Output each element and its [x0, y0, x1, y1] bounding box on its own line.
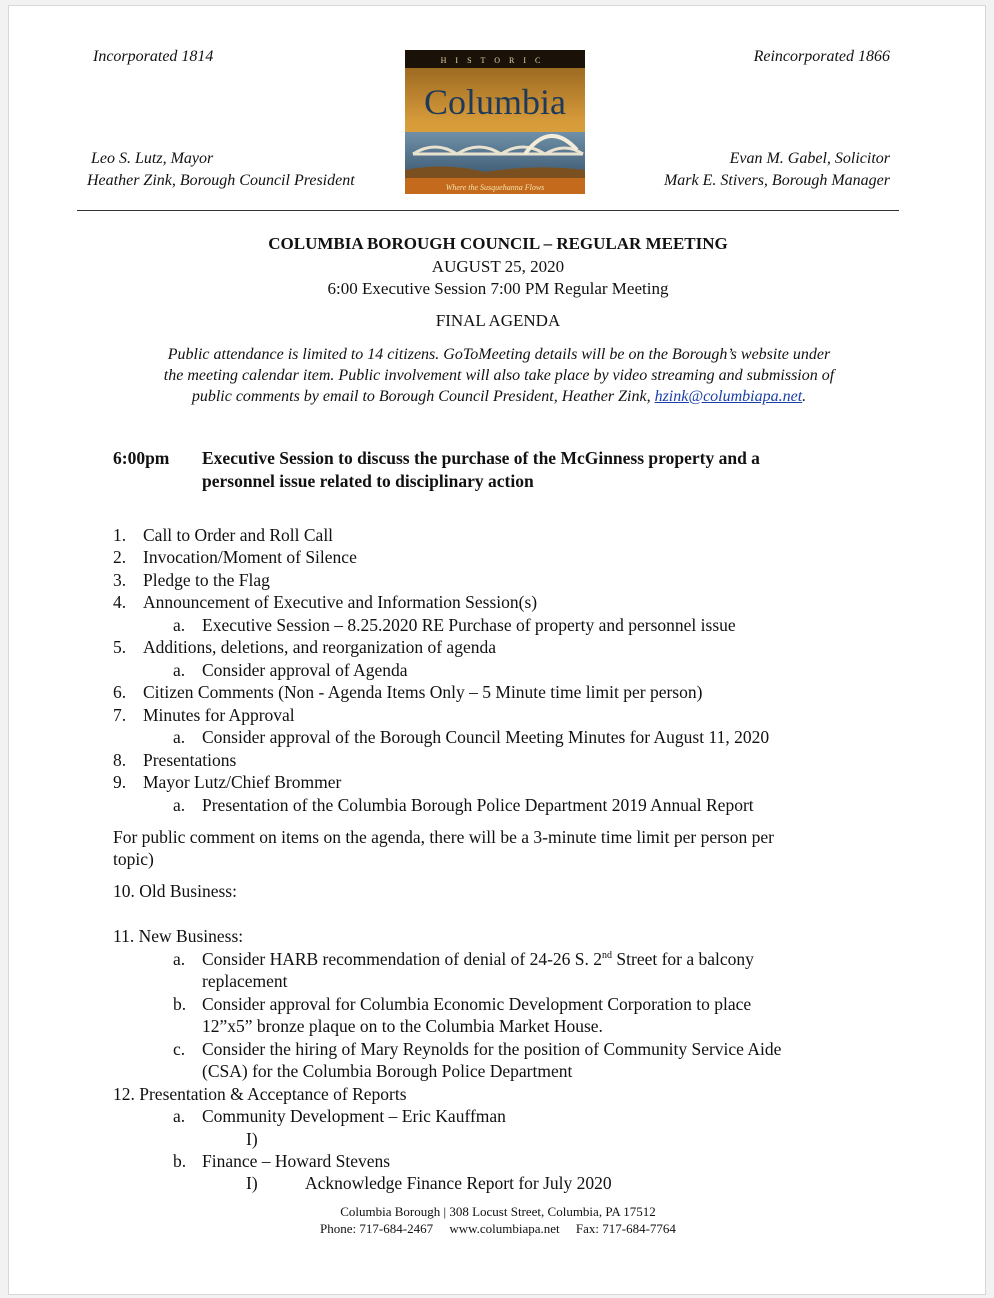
sub-item-letter: b.: [173, 1151, 187, 1171]
agenda-sub-item: Finance – Howard Stevens: [202, 1151, 391, 1171]
agenda-sub-item: Community Development – Eric Kauffman: [202, 1106, 506, 1126]
agenda-sub-item-continued: replacement: [202, 971, 288, 991]
solicitor-text: Evan M. Gabel, Solicitor: [729, 150, 890, 167]
sub-item-letter: a.: [173, 1106, 186, 1126]
logo-name-text: Columbia: [424, 82, 566, 122]
agenda-sub-sub-item: Acknowledge Finance Report for July 2020: [305, 1173, 612, 1193]
agenda-item: Presentations: [143, 750, 237, 770]
document-page: [8, 5, 986, 1295]
agenda-heading: FINAL AGENDA: [435, 311, 561, 330]
public-comment-note-2: topic): [113, 849, 154, 869]
meeting-times: 6:00 Executive Session 7:00 PM Regular Meeting: [327, 279, 669, 298]
public-notice: [89, 344, 909, 407]
roman-numeral: I): [246, 1129, 258, 1149]
notice-line-1: Public attendance is limited to 14 citizens. GoToMeeting details will be on the Borough’s website under: [167, 346, 831, 363]
agenda-sub-item: Executive Session – 8.25.2020 RE Purchase of property and personnel issue: [202, 615, 736, 635]
harb-text-end: Street for a balcony: [612, 949, 754, 969]
item-number: 7.: [113, 705, 127, 725]
sub-item-letter: a.: [173, 949, 186, 969]
agenda-sub-item: Consider approval for Columbia Economic Development Corporation to place: [202, 994, 752, 1014]
agenda-sub-item: [202, 948, 754, 970]
agenda-sub-item: Presentation of the Columbia Borough Police Department 2019 Annual Report: [202, 795, 754, 815]
agenda-item: Mayor Lutz/Chief Brommer: [143, 772, 342, 792]
ordinal-suffix: nd: [602, 950, 613, 962]
item-number: 9.: [113, 772, 127, 792]
agenda-item: Additions, deletions, and reorganization of agenda: [143, 637, 496, 657]
agenda-sub-item: Consider approval of the Borough Council Meeting Minutes for August 11, 2020: [202, 727, 770, 747]
agenda-item: Minutes for Approval: [143, 705, 295, 725]
sub-item-letter: a.: [173, 660, 186, 680]
sub-item-letter: c.: [173, 1039, 186, 1059]
council-president-text: Heather Zink, Borough Council President: [87, 172, 355, 189]
old-business-item: 10. Old Business:: [113, 881, 237, 901]
item-number: 3.: [113, 570, 127, 590]
agenda-item: Citizen Comments (Non - Agenda Items Only – 5 Minute time limit per person): [143, 682, 703, 702]
item-number: 2.: [113, 547, 127, 567]
item-number: 5.: [113, 637, 127, 657]
notice-line-2: the meeting calendar item. Public involvement will also take place by video streaming and submission of: [163, 367, 835, 384]
item-number: 6.: [113, 682, 127, 702]
agenda-sub-item: Consider the hiring of Mary Reynolds for the position of Community Service Aide: [202, 1039, 782, 1059]
item-number: 8.: [113, 750, 127, 770]
agenda-item: Pledge to the Flag: [143, 570, 270, 590]
notice-line-3-text: public comments by email to Borough Council President, Heather Zink,: [191, 388, 655, 405]
new-business-item: 11. New Business:: [113, 926, 244, 946]
agenda-sub-item-continued: (CSA) for the Columbia Borough Police Department: [202, 1061, 573, 1081]
footer-contact: Phone: 717-684-2467 www.columbiapa.net Fax: 717-684-7764: [320, 1221, 676, 1236]
columbia-logo: [405, 50, 585, 194]
harb-text: Consider HARB recommendation of denial of 24-26 S. 2: [202, 949, 603, 969]
sub-item-letter: b.: [173, 994, 187, 1014]
logo-tagline-text: Where the Susquehanna Flows: [445, 183, 545, 192]
logo-top-text: HISTORIC: [440, 56, 550, 65]
agenda-sub-item: Consider approval of Agenda: [202, 660, 408, 680]
agenda-item: Announcement of Executive and Information Session(s): [143, 592, 538, 612]
email-link[interactable]: hzink@columbiapa.net: [654, 388, 803, 405]
meeting-date: AUGUST 25, 2020: [431, 257, 565, 276]
exec-session-line-1: Executive Session to discuss the purchase of the McGinness property and a: [202, 448, 760, 468]
item-number: 4.: [113, 592, 127, 612]
sub-item-letter: a.: [173, 727, 186, 747]
meeting-title: COLUMBIA BOROUGH COUNCIL – REGULAR MEETING: [268, 234, 728, 253]
exec-session-time: 6:00pm: [113, 448, 170, 468]
footer-address: Columbia Borough | 308 Locust Street, Columbia, PA 17512: [340, 1204, 656, 1219]
manager-text: Mark E. Stivers, Borough Manager: [663, 172, 890, 189]
notice-line-3: [89, 386, 909, 407]
exec-session-line-2: personnel issue related to disciplinary action: [202, 471, 534, 491]
item-number: 1.: [113, 525, 127, 545]
columbia-logo-art: [405, 50, 585, 194]
header-divider: [77, 210, 899, 211]
incorporated-text: Incorporated 1814: [93, 48, 214, 65]
agenda-item: Call to Order and Roll Call: [143, 525, 334, 545]
reports-item: 12. Presentation & Acceptance of Reports: [113, 1084, 407, 1104]
roman-numeral: I): [246, 1173, 258, 1193]
sub-item-letter: a.: [173, 615, 186, 635]
public-comment-note-1: For public comment on items on the agenda, there will be a 3-minute time limit per person per: [113, 827, 774, 847]
agenda-sub-item-continued: 12”x5” bronze plaque on to the Columbia Market House.: [202, 1016, 603, 1036]
sub-item-letter: a.: [173, 795, 186, 815]
agenda-item: Invocation/Moment of Silence: [143, 547, 357, 567]
mayor-text: Leo S. Lutz, Mayor: [91, 150, 214, 167]
reincorporated-text: Reincorporated 1866: [753, 48, 890, 65]
notice-line-3-end: .: [802, 388, 807, 405]
